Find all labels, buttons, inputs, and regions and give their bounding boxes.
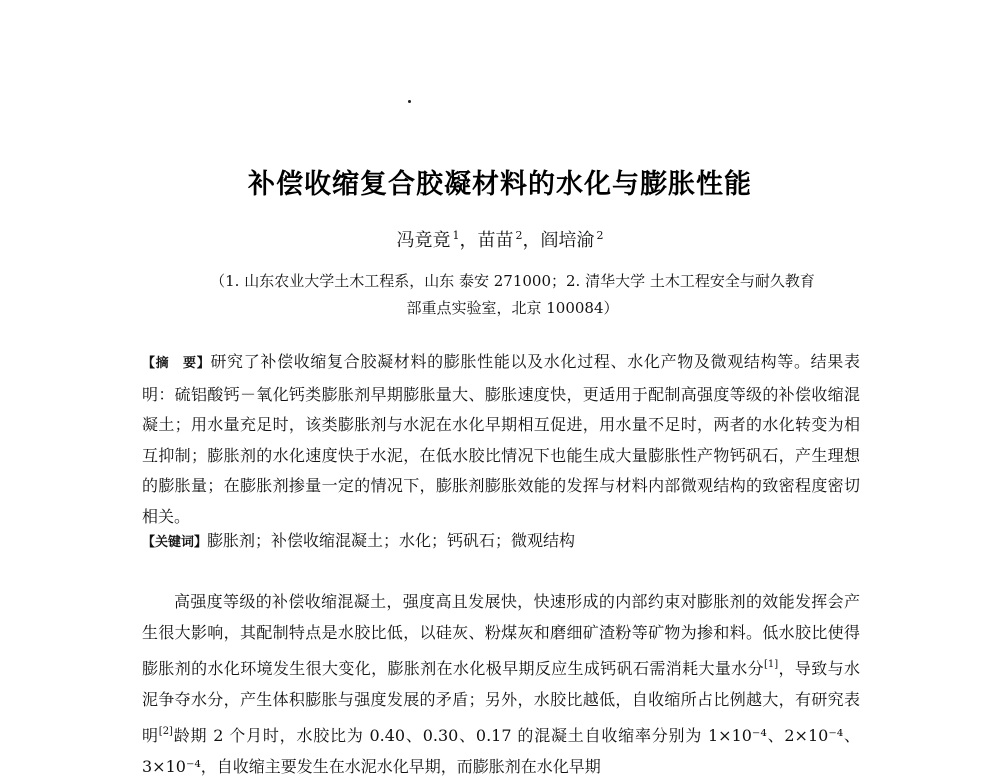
affiliation-line: 部重点实验室，北京 100084） xyxy=(406,299,619,317)
author-affil-ref: 2 xyxy=(515,229,523,242)
paper-title: 补偿收缩复合胶凝材料的水化与膨胀性能 xyxy=(248,169,752,200)
author-line xyxy=(0,226,1000,252)
affiliations xyxy=(150,268,875,322)
abstract-label: 【摘 要】 xyxy=(142,356,211,371)
author-name: 冯竟竟 xyxy=(396,230,451,251)
body-text-part: ，导致与水泥争夺水分，产生体积膨胀与强度发展的矛盾；另外，水胶比越低，自收缩所占比例越大，有研究表明 xyxy=(142,658,860,745)
author-name: 阎培渝 xyxy=(540,230,595,251)
author-separator: ， xyxy=(459,230,478,251)
citation-ref: [2] xyxy=(158,725,173,737)
body-text-part: 龄期 2 个月时，水胶比为 0.40、0.30、0.17 的混凝土自收缩率分别为 1×10⁻⁴、2×10⁻⁴、3×10⁻⁴，自收缩主要发生在水泥水化早期，而膨胀剂在水化早期 xyxy=(142,725,860,777)
body-paragraph xyxy=(142,586,860,782)
author-name: 苗苗 xyxy=(477,230,514,251)
affiliation-line: （1. 山东农业大学土木工程系，山东 泰安 271000；2. 清华大学 土木工程安全与耐久教育 xyxy=(210,272,815,290)
abstract-text: 研究了补偿收缩复合胶凝材料的膨胀性能以及水化过程、水化产物及微观结构等。结果表明：硫铝酸钙－氧化钙类膨胀剂早期膨胀量大、膨胀速度快，更适用于配制高强度等级的补偿收缩混凝土；用水量充足时，该类膨胀剂与水泥在水化早期相互促进，用水量不足时，两者的水化转变为相互抑制；膨胀剂的水化速度快于水泥，在低水胶比情况下也能生成大量膨胀性产物钙矾石，产生理想的膨胀量；在膨胀剂掺量一定的情况下，膨胀剂膨胀效能的发挥与材料内部微观结构的致密程度密切相关。 xyxy=(142,352,860,526)
author-affil-ref: 2 xyxy=(596,229,604,242)
keywords-label: 【关键词】 xyxy=(142,535,208,550)
author-affil-ref: 1 xyxy=(452,229,460,242)
body-text-part: 高强度等级的补偿收缩混凝土，强度高且发展快，快速形成的内部约束对膨胀剂的效能发挥会产生很大影响，其配制特点是水胶比低，以硅灰、粉煤灰和磨细矿渣粉等矿物为掺和料。低水胶比使得膨胀剂的水化环境发生很大变化，膨胀剂在水化极早期反应生成钙矾石需消耗大量水分 xyxy=(142,592,860,678)
citation-ref: [1] xyxy=(763,658,779,670)
author-separator: ， xyxy=(522,230,541,251)
abstract xyxy=(142,347,860,533)
keywords-text: 膨胀剂；补偿收缩混凝土；水化；钙矾石；微观结构 xyxy=(207,531,576,550)
keywords xyxy=(142,526,860,558)
scan-dot-mark xyxy=(408,100,411,103)
